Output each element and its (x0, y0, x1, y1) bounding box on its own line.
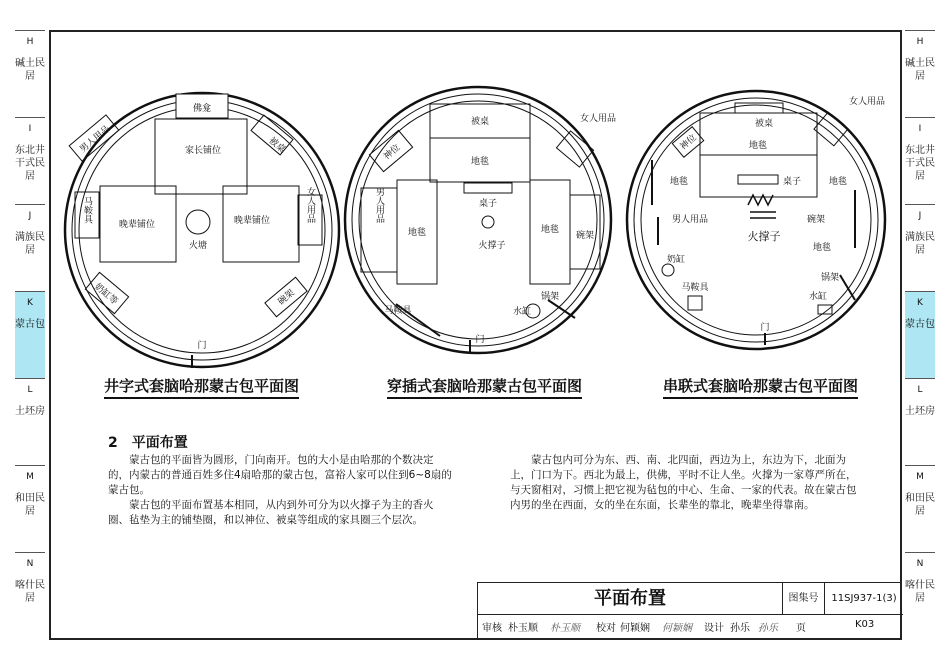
tab-name: 蒙古包 (15, 319, 45, 330)
checker-name: 何颖娴 (620, 623, 650, 634)
label-ditan-left: 地毯 (669, 177, 689, 187)
tab-code: M (26, 472, 34, 482)
label-maan: 马鞍具 (82, 196, 92, 224)
tab-name: 喀什民居 (905, 580, 935, 604)
label-beizhuo: 被桌 (470, 117, 490, 127)
tab-code: K (917, 298, 923, 308)
label-wanjia: 碗架 (575, 231, 595, 241)
label-nvren: 女人用品 (848, 97, 886, 107)
label-nanren: 男人用品 (78, 124, 113, 155)
tab-code: H (916, 37, 924, 47)
label-guojia: 锅架 (540, 292, 560, 302)
label-maan: 马鞍具 (681, 283, 709, 293)
tab-name: 和田民居 (15, 493, 45, 517)
label-beizhuo: 被桌 (266, 135, 287, 156)
label-naigang: 奶缸等 (92, 282, 120, 308)
page-number: K03 (855, 619, 875, 630)
tab-name: 和田民居 (905, 493, 935, 517)
check-label: 校对 (596, 623, 616, 634)
label-wanjia: 碗架 (806, 215, 826, 225)
label-wanjia: 碗架 (276, 288, 297, 308)
label-jiazhang: 家长铺位 (184, 146, 222, 156)
label-huotang: 火塘 (188, 241, 208, 251)
tab-code: I (28, 124, 32, 134)
tab-name: 东北井干式民居 (15, 145, 45, 182)
plan-1 (65, 93, 339, 368)
atlas-number: 11SJ937-1(3) (825, 583, 903, 615)
signature-row (478, 615, 903, 639)
label-ditan-left: 地毯 (407, 228, 427, 238)
label-nanren: 男人用品 (671, 215, 709, 225)
label-wanbei-right: 晚辈铺位 (233, 216, 271, 226)
plan-3 (627, 91, 885, 349)
label-zhuozi: 桌子 (478, 199, 498, 209)
label-zhuozi: 桌子 (782, 177, 802, 187)
tab-name: 碱土民居 (905, 58, 935, 82)
title-block (477, 582, 902, 640)
page-label: 页 (796, 623, 806, 634)
label-huochengzi: 火撑子 (747, 230, 781, 243)
review-label: 审核 (482, 623, 502, 634)
tab-code: I (918, 124, 922, 134)
label-naigang: 奶缸 (666, 255, 686, 265)
plan-2-title: 穿插式套脑哈那蒙古包平面图 (387, 375, 582, 399)
tab-code: J (28, 211, 32, 221)
plan-2 (345, 87, 616, 353)
paragraph: 蒙古包的平面布置基本相同，从内到外可分为以火撑子为主的香火圈、毡垫为主的铺垫圈，和以神位、被桌等组成的家具圈三个层次。 (108, 499, 434, 526)
label-door: 门 (475, 335, 485, 345)
atlas-label: 图集号 (783, 583, 825, 615)
label-wanbei-left: 晚辈铺位 (118, 220, 156, 230)
designer-signature: 孙乐 (758, 623, 778, 634)
tab-code: H (26, 37, 34, 47)
tab-name: 碱土民居 (15, 58, 45, 82)
plan-3-title: 串联式套脑哈那蒙古包平面图 (663, 375, 858, 399)
label-shenwei: 神位 (382, 142, 403, 163)
label-fokan: 佛龛 (192, 104, 212, 114)
label-beizhuo: 被桌 (754, 119, 774, 129)
label-ditan-right: 地毯 (828, 177, 848, 187)
tab-code: N (26, 559, 34, 569)
checker-signature: 何颖娴 (662, 623, 692, 634)
tab-name: 喀什民居 (15, 580, 45, 604)
tab-code: L (917, 385, 923, 395)
label-nvren: 女人用品 (579, 114, 617, 124)
tab-name: 蒙古包 (905, 319, 935, 330)
paragraph: 蒙古包的平面皆为圆形，门向南开。包的大小是由哈那的个数决定的，内蒙古的普通百姓多住4扇哈那的蒙古包，富裕人家可以住到6~8扇的蒙古包。 (108, 454, 452, 496)
reviewer-name: 朴玉顺 (508, 623, 538, 634)
label-shuigang: 水缸 (808, 292, 828, 302)
label-maan: 马鞍具 (384, 306, 412, 316)
label-shenwei: 神位 (678, 133, 699, 153)
label-nanren: 男人用品 (374, 187, 384, 223)
label-ditan-mid: 地毯 (812, 243, 832, 253)
label-door: 门 (197, 341, 207, 351)
designer-name: 孙乐 (730, 623, 750, 634)
tab-code: N (916, 559, 924, 569)
label-ditan-top: 地毯 (748, 141, 768, 151)
tab-name: 东北井干式民居 (905, 145, 935, 182)
reviewer-signature: 朴玉顺 (550, 623, 580, 634)
tab-name: 土坯房 (905, 406, 935, 417)
label-huochengzi: 火撑子 (478, 241, 506, 251)
tab-code: M (916, 472, 924, 482)
tab-code: L (27, 385, 33, 395)
label-ditan-right: 地毯 (540, 225, 560, 235)
label-nvren: 女人用品 (305, 187, 315, 223)
label-ditan-top: 地毯 (470, 157, 490, 167)
tab-code: K (27, 298, 33, 308)
section-heading: 2 平面布置 (108, 435, 188, 451)
tab-name: 土坯房 (15, 406, 45, 417)
label-shuigang: 水缸 (512, 307, 532, 317)
label-door: 门 (760, 323, 770, 333)
plan-1-title: 井字式套脑哈那蒙古包平面图 (104, 375, 299, 399)
paragraph: 蒙古包内可分为东、西、南、北四面，西边为上，东边为下，北面为上，门口为下。西北为最上，供佛，平时不让人坐。火撑为一家尊严所在，与天窗相对，习惯上把它视为毡包的中心、生命、一家的代表。故在蒙古包内男的坐在西面，女的坐在东面，长辈坐的靠北，晚辈坐得靠南。 (510, 454, 857, 511)
sheet-title: 平面布置 (478, 583, 783, 615)
design-label: 设计 (704, 623, 724, 634)
tab-name: 满族民居 (15, 232, 45, 256)
tab-name: 满族民居 (905, 232, 935, 256)
label-guojia: 锅架 (820, 273, 840, 283)
tab-code: J (918, 211, 922, 221)
